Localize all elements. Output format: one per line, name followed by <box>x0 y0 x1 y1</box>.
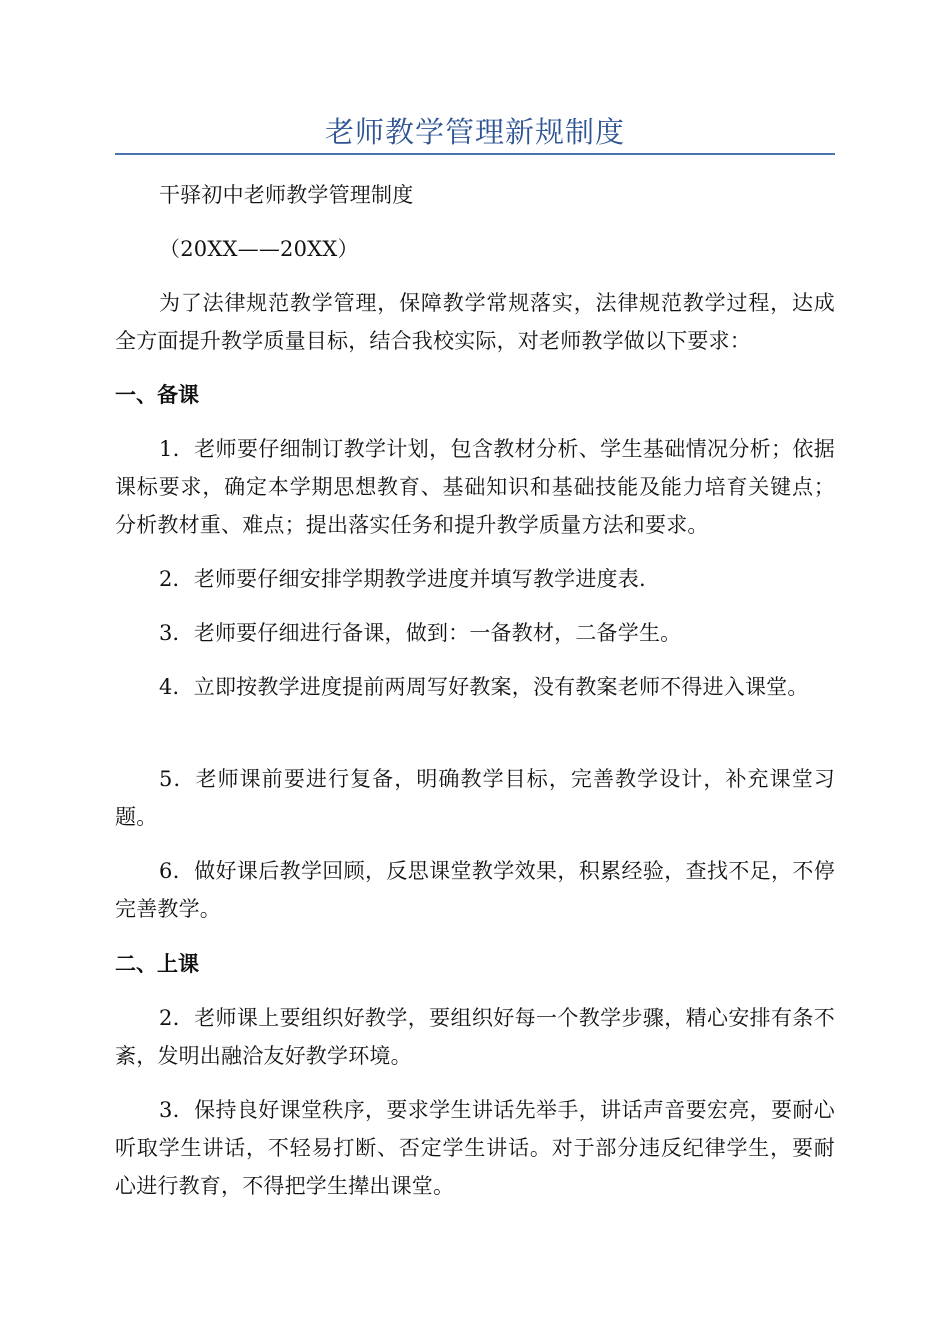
title-underline <box>115 153 835 155</box>
section-heading-lesson-prep: 一、备课 <box>115 383 199 407</box>
list-item: 2．老师课上要组织好教学，要组织好每一个教学步骤，精心安排有条不紊，发明出融洽友好教学环境。 <box>115 1006 835 1068</box>
list-item: 5．老师课前要进行复备，明确教学目标，完善教学设计，补充课堂习题。 <box>115 767 835 829</box>
list-item: 4．立即按教学进度提前两周写好教案，没有教案老师不得进入课堂。 <box>159 675 809 699</box>
list-item: 3．保持良好课堂秩序，要求学生讲话先举手，讲话声音要宏亮，要耐心听取学生讲话，不轻易打断、否定学生讲话。对于部分违反纪律学生，要耐心进行教育，不得把学生撵出课堂。 <box>115 1098 835 1198</box>
list-item: 2．老师要仔细安排学期教学进度并填写教学进度表. <box>159 567 646 591</box>
section-heading-teaching: 二、上课 <box>115 952 199 976</box>
intro-paragraph: 为了法律规范教学管理，保障教学常规落实，法律规范教学过程，达成全方面提升教学质量目标，结合我校实际，对老师教学做以下要求： <box>115 291 835 353</box>
document-subtitle: 干驿初中老师教学管理制度 <box>159 183 414 207</box>
document-title: 老师教学管理新规制度 <box>324 115 625 149</box>
list-item: 6．做好课后教学回顾，反思课堂教学效果，积累经验，查找不足，不停完善教学。 <box>115 859 835 921</box>
document-years: （20XX——20XX） <box>159 237 359 261</box>
list-item: 3．老师要仔细进行备课，做到：一备教材，二备学生。 <box>159 621 682 645</box>
list-item: 1．老师要仔细制订教学计划，包含教材分析、学生基础情况分析；依据课标要求，确定本学期思想教育、基础知识和基础技能及能力培育关键点；分析教材重、难点；提出落实任务和提升教学质量方法和要求。 <box>115 437 835 537</box>
